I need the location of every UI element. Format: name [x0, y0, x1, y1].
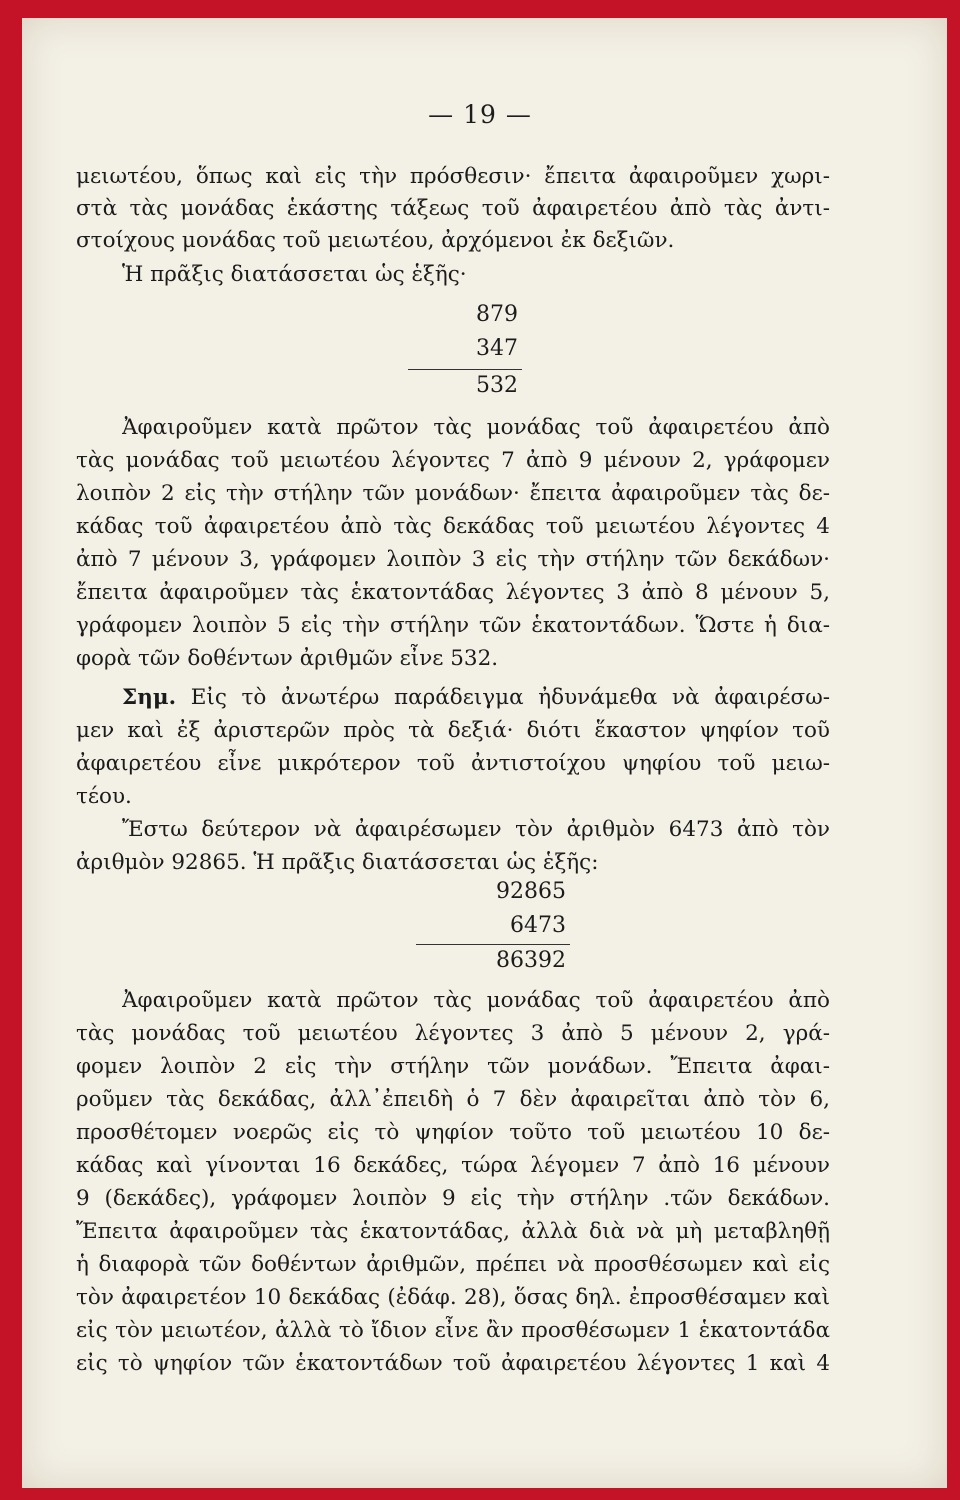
note-text: Εἰς τὸ ἀνωτέρω παράδειγμα ἠδυνάμεθα νὰ ἀφαιρέσω-	[190, 685, 830, 710]
text-line: Ἀφαιροῦμεν κατὰ πρῶτον τὰς μονάδας τοῦ ἀφαιρετέου ἀπὸ	[122, 415, 830, 440]
text-line: τὰς μονάδας τοῦ μειωτέου λέγοντες 3 ἀπὸ 5 μένουν 2, γρά-	[76, 1021, 830, 1046]
example2-minuend: 92865	[496, 879, 566, 904]
text-line: στὰ τὰς μονάδας ἑκάστης τάξεως τοῦ ἀφαιρετέου ἀπὸ τὰς ἀντι-	[76, 196, 830, 221]
note-label: Σημ.	[122, 685, 177, 710]
text-line: εἰς τὸν μειωτέον, ἀλλὰ τὸ ἴδιον εἶνε ἂν προσθέσωμεν 1 ἑκατοντάδα	[76, 1318, 830, 1343]
text-line: Ἔπειτα ἀφαιροῦμεν τὰς ἑκατοντάδας, ἀλλὰ διὰ νὰ μὴ μεταβληθῇ	[76, 1219, 830, 1244]
example2-sum-rule	[416, 944, 570, 945]
example1-minuend: 879	[476, 302, 518, 327]
text-line: 9 (δεκάδες), γράφομεν λοιπὸν 9 εἰς τὴν στήλην .τῶν δεκάδων.	[76, 1186, 830, 1211]
text-line: φορὰ τῶν δοθέντων ἀριθμῶν εἶνε 532.	[76, 646, 499, 671]
text-line: τὸν ἀφαιρετέον 10 δεκάδας (ἐδάφ. 28), ὅσας δηλ. ἐπροσθέσαμεν καὶ	[76, 1285, 830, 1310]
page-number: — 19 —	[428, 100, 532, 129]
text-line: τὰς μονάδας τοῦ μειωτέου λέγοντες 7 ἀπὸ 9 μένουν 2, γράφομεν	[76, 448, 830, 473]
text-line: κάδας τοῦ ἀφαιρετέου ἀπὸ τὰς δεκάδας τοῦ μειωτέου λέγοντες 4	[76, 514, 830, 539]
text-line: προσθέτομεν νοερῶς εἰς τὸ ψηφίον τοῦτο τοῦ μειωτέου 10 δε-	[76, 1120, 830, 1145]
text-line: μεν καὶ ἐξ ἀριστερῶν πρὸς τὰ δεξιά· διότι ἕκαστον ψηφίον τοῦ	[76, 718, 830, 743]
text-line: ἡ διαφορὰ τῶν δοθέντων ἀριθμῶν, πρέπει νὰ προσθέσωμεν καὶ εἰς	[76, 1252, 830, 1277]
text-line: γράφομεν λοιπὸν 5 εἰς τὴν στήλην τῶν ἑκατοντάδων. Ὥστε ἡ δια-	[76, 613, 830, 638]
text-line: ἔπειτα ἀφαιροῦμεν τὰς ἑκατοντάδας λέγοντες 3 ἀπὸ 8 μένουν 5,	[76, 580, 830, 605]
text-line: στοίχους μονάδας τοῦ μειωτέου, ἀρχόμενοι ἐκ δεξιῶν.	[76, 228, 675, 253]
example1-subtrahend: 347	[476, 336, 518, 361]
text-line: ροῦμεν τὰς δεκάδας, ἀλλ᾽ἐπειδὴ ὁ 7 δὲν ἀφαιρεῖται ἀπὸ τὸν 6,	[76, 1087, 830, 1112]
text-line: εἰς τὸ ψηφίον τῶν ἑκατοντάδων τοῦ ἀφαιρετέου λέγοντες 1 καὶ 4	[76, 1351, 830, 1376]
example2-result: 86392	[496, 948, 566, 973]
text-line: μειωτέου, ὅπως καὶ εἰς τὴν πρόσθεσιν· ἔπειτα ἀφαιροῦμεν χωρι-	[76, 164, 830, 189]
text-line: λοιπὸν 2 εἰς τὴν στήλην τῶν μονάδων· ἔπειτα ἀφαιροῦμεν τὰς δε-	[76, 481, 830, 506]
example1-sum-rule	[408, 369, 522, 370]
note-first-line	[122, 683, 830, 713]
text-line: φομεν λοιπὸν 2 εἰς τὴν στήλην τῶν μονάδων. Ἔπειτα ἀφαι-	[76, 1054, 830, 1079]
text-line: Ἀφαιροῦμεν κατὰ πρῶτον τὰς μονάδας τοῦ ἀφαιρετέου ἀπὸ	[122, 988, 830, 1013]
example2-subtrahend: 6473	[510, 913, 566, 938]
text-line: κάδας καὶ γίνονται 16 δεκάδες, τώρα λέγομεν 7 ἀπὸ 16 μένουν	[76, 1153, 830, 1178]
text-line: ἀφαιρετέου εἶνε μικρότερον τοῦ ἀντιστοίχου ψηφίου τοῦ μειω-	[76, 751, 830, 776]
text-line: ἀριθμὸν 92865. Ἡ πρᾶξις διατάσσεται ὡς ἑξῆς:	[76, 850, 599, 875]
text-line: τέου.	[76, 784, 132, 809]
text-line: Ἔστω δεύτερον νὰ ἀφαιρέσωμεν τὸν ἀριθμὸν 6473 ἀπὸ τὸν	[122, 817, 830, 842]
text-line: Ἡ πρᾶξις διατάσσεται ὡς ἑξῆς·	[122, 262, 467, 287]
text-line: ἀπὸ 7 μένουν 3, γράφομεν λοιπὸν 3 εἰς τὴν στήλην τῶν δεκάδων·	[76, 547, 830, 572]
example1-result: 532	[476, 373, 518, 398]
